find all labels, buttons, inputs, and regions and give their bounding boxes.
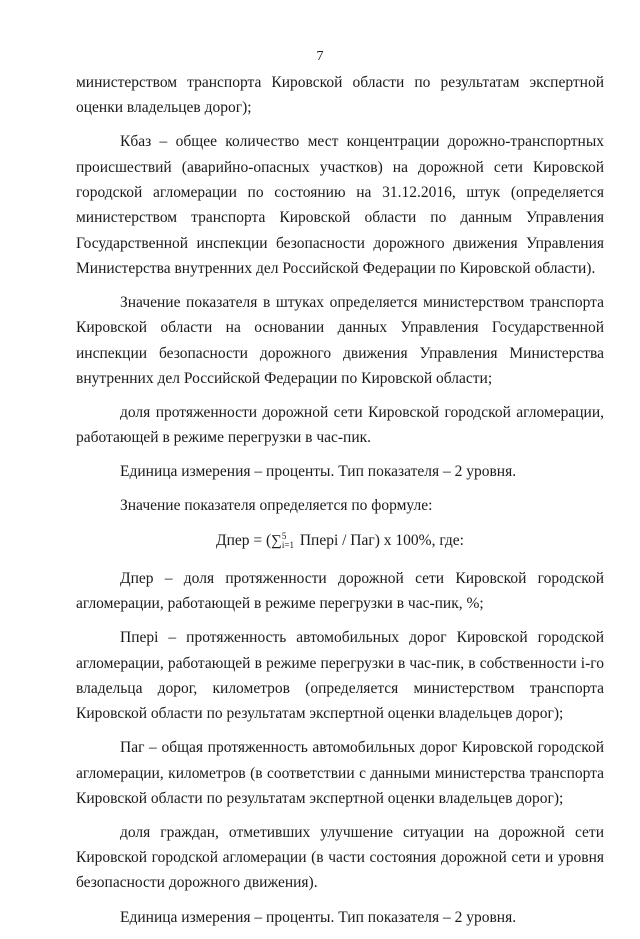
paragraph-unit-type-2: Единица измерения – проценты. Тип показателя – 2 уровня. bbox=[120, 908, 517, 926]
paragraph-indicator-share-overload: доля протяженности дорожной сети Кировской городской агломерации, работающей в режиме перегрузки в час-пик. bbox=[76, 403, 604, 447]
formula-sigma: ∑ bbox=[271, 532, 282, 549]
page-number: 7 bbox=[316, 49, 324, 64]
formula-limits bbox=[282, 532, 294, 550]
paragraph-pag-definition: Паг – общая протяженность автомобильных дорог Кировской городской агломерации, километров (в соответствии с данными министерства транспорта Кировской области по результатам экспертной оценки владельцев дорог); bbox=[76, 739, 604, 807]
paragraph-unit-type: Единица измерения – проценты. Тип показателя – 2 уровня. bbox=[120, 463, 517, 481]
paragraph-value-in-units: Значение показателя в штуках определяется министерством транспорта Кировской области на основании данных Управления Государственной инспекции безопасности дорожного движения Управления Министерства внутренних дел Российской Федерации по Кировской области; bbox=[76, 293, 604, 387]
document-body bbox=[76, 70, 604, 939]
formula-upper-limit: 5 bbox=[281, 530, 287, 541]
paragraph-indicator-citizens: доля граждан, отметивших улучшение ситуации на дорожной сети Кировской городской агломерации (в части состояния дорожной сети и уровня безопасности дорожного движения). bbox=[76, 823, 604, 892]
paragraph-pperi-definition: Пперi – протяженность автомобильных дорог Кировской городской агломерации, работающей в режиме перегрузки в час-пик, в собственности i-го владельца дорог, километров (определяется министерством транспорта Кировской области по результатам экспертной оценки владельцев дорог); bbox=[76, 629, 604, 723]
formula bbox=[76, 528, 604, 554]
formula-lower-limit: i=1 bbox=[281, 539, 294, 550]
formula-rhs: Пперi / Паг) х 100%, где: bbox=[295, 531, 464, 549]
paragraph-kbaz-definition: Кбаз – общее количество мест концентрации дорожно-транспортных происшествий (аварийно-опасных участков) на дорожной сети Кировской городской агломерации по состоянию на 31.12.2016, штук (определяется министерством транспорта Кировской области по данным Управления Государственной инспекции безопасности дорожного движения Управления Министерства внутренних дел Российской Федерации по Кировской области). bbox=[76, 133, 604, 277]
paragraph-dper-definition: Дпер – доля протяженности дорожной сети Кировской городской агломерации, работающей в режиме перегрузки в час-пик, %; bbox=[76, 569, 604, 613]
paragraph-continuation: министерством транспорта Кировской области по результатам экспертной оценки владельцев дорог); bbox=[76, 74, 604, 117]
paragraph-formula-intro: Значение показателя определяется по формуле: bbox=[120, 497, 433, 515]
formula-lhs: Дпер = ( bbox=[216, 531, 272, 549]
